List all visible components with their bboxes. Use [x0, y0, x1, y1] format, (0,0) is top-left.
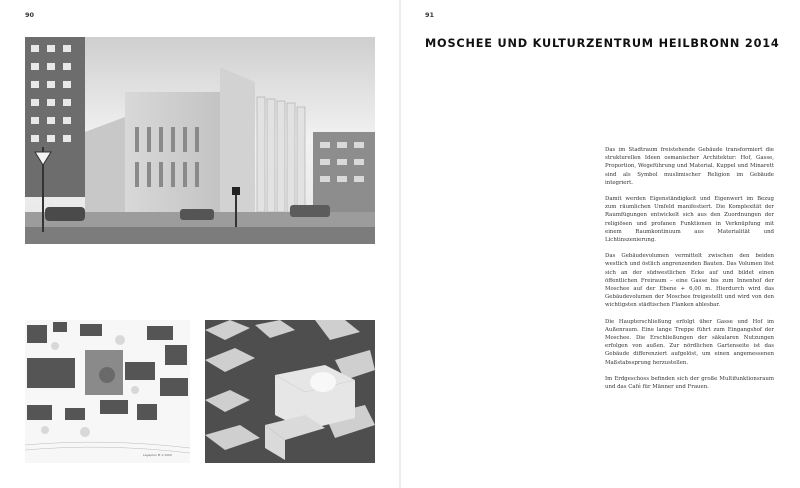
paragraph-5: Im Erdgeschoss befinden sich der große Multifunktionsraum und das Café für Männer und Frauen. — [605, 375, 774, 391]
page-number-right: 91 — [425, 11, 435, 19]
site-plan — [25, 320, 190, 463]
paragraph-4: Die Haupterschließung erfolgt über Gasse und Hof im Außenraum. Eine lange Treppe führt zum Eingangshof der Moschee. Die Erschließungen der säkularen Nutzungen erfolgen von außen. Zur nördlichen Gartenseite ist das Gebäude differenziert aufgelöst, um einen angemessenen Maßstabssprung herzustellen. — [605, 318, 774, 366]
body-text — [605, 146, 774, 399]
right-page — [400, 0, 800, 488]
siteplan-scale-caption: Lageplan M 1:1000 — [143, 453, 172, 457]
model-photo — [205, 320, 375, 463]
paragraph-1: Das im Stadtraum freistehende Gebäude transformiert die strukturellen Ideen osmanischer Architektur: Hof, Gasse, Proportion, Wegeführung und Material. Kuppel und Minarett sind als Symbol muslimischer Religion im Gebäude integriert. — [605, 147, 774, 186]
paragraph-2: Damit werden Eigenständigkeit und Eigenwert im Bezug zum räumlichen Umfeld manifestiert. Die Komplexität der Raumfügungen entwickelt sich aus den Zuordnungen der religiösen und profanen Funktionen in Verknüpfung mit einem Raumkontinuum aus Materialität und Lichtinszenierung. — [605, 196, 774, 244]
paragraph-3: Das Gebäudevolumen vermittelt zwischen den beiden westlich und östlich angrenzenden Bauten. Das Volumen löst sich an der südwestlichen Ecke auf und bildet einen öffentlichen Freiraum – eine Gasse bis zum Innenhof der Moschee auf der Ebene + 6,00 m. Hierdurch wird das Gebäudevolumen der Moschee freigestellt und wird von den wichtigsten städtischen Flanken ablesbar. — [605, 253, 774, 309]
page-number-left: 90 — [25, 11, 35, 19]
page-title: MOSCHEE UND KULTURZENTRUM HEILBRONN 2014 — [425, 37, 780, 50]
building-photo — [25, 37, 375, 244]
